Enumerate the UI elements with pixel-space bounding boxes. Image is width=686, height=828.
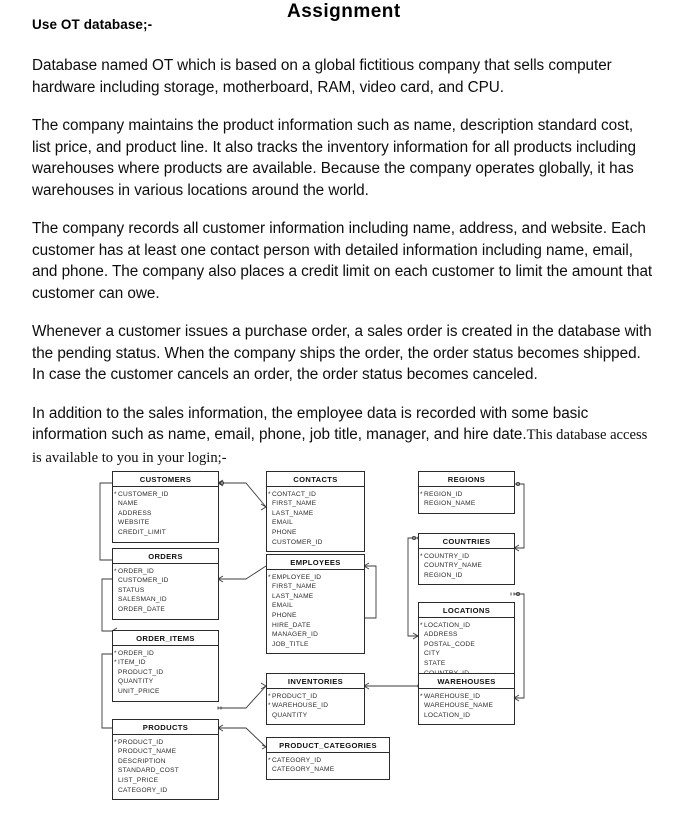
erd-column: LAST_NAME xyxy=(272,509,314,517)
erd-table-title: CUSTOMERS xyxy=(113,472,218,487)
erd-table-product-categories[interactable] xyxy=(266,737,390,780)
erd-column: *ORDER_ID xyxy=(113,567,218,577)
erd-table-locations[interactable] xyxy=(418,602,515,683)
erd-column-list xyxy=(419,689,514,725)
erd-column: *CATEGORY_ID xyxy=(267,756,389,766)
paragraph-2: The company maintains the product information such as name, description standard cost, list price, and product line. It also tracks the inventory information for all products including warehouses where products are available. Because the company operates globally, it has warehouses in various locations around the world. xyxy=(32,117,636,199)
erd-table-title: CONTACTS xyxy=(267,472,364,487)
erd-column: STATUS xyxy=(118,586,145,594)
erd-column: JOB_TITLE xyxy=(272,640,309,648)
erd-column-list xyxy=(113,564,218,619)
paragraph-4: Whenever a customer issues a purchase order, a sales order is created in the database with the pending status. When the company ships the order, the order status becomes shipped. In case the customer cancels an order, the order status becomes canceled. xyxy=(32,323,652,383)
erd-column: CATEGORY_NAME xyxy=(272,766,335,774)
erd-table-title: ORDERS xyxy=(113,549,218,564)
erd-column: MANAGER_ID xyxy=(272,631,319,639)
erd-column: HIRE_DATE xyxy=(272,621,311,629)
erd-column: *PRODUCT_ID xyxy=(113,738,218,748)
erd-column: FIRST_NAME xyxy=(272,500,317,508)
cut-off-heading: Assignment xyxy=(287,1,401,22)
erd-column-list xyxy=(419,549,514,585)
erd-column-list xyxy=(113,646,218,701)
erd-table-orders[interactable] xyxy=(112,548,219,620)
erd-column: *WAREHOUSE_ID xyxy=(419,692,514,702)
erd-table-products[interactable] xyxy=(112,719,219,800)
erd-table-contacts[interactable] xyxy=(266,471,365,552)
erd-table-title: REGIONS xyxy=(419,472,514,487)
erd-column: ADDRESS xyxy=(424,631,458,639)
erd-table-employees[interactable] xyxy=(266,554,365,654)
erd-column-list xyxy=(113,735,218,800)
paragraph-3: The company records all customer information including name, address, and website. Each customer has at least one contact person with detailed information including name, email, and phone. The company also places a credit limit on each customer to limit the amount that customer can owe. xyxy=(32,220,653,302)
erd-column: ORDER_DATE xyxy=(118,606,166,614)
erd-table-title: INVENTORIES xyxy=(267,674,364,689)
erd-column-list xyxy=(267,570,364,654)
erd-table-title: WAREHOUSES xyxy=(419,674,514,689)
erd-column: COUNTRY_NAME xyxy=(424,562,483,570)
erd-column: WEBSITE xyxy=(118,519,150,527)
er-diagram xyxy=(96,466,556,811)
erd-column: PRODUCT_NAME xyxy=(118,748,177,756)
erd-column: CUSTOMER_ID xyxy=(272,538,323,546)
document-text-body xyxy=(32,0,654,469)
erd-table-order-items[interactable] xyxy=(112,630,219,702)
erd-column-list xyxy=(267,487,364,552)
erd-column: ADDRESS xyxy=(118,509,152,517)
erd-column-list xyxy=(113,487,218,542)
erd-column: EMAIL xyxy=(272,519,294,527)
erd-table-customers[interactable] xyxy=(112,471,219,543)
erd-column: LOCATION_ID xyxy=(424,711,471,719)
erd-column-list xyxy=(267,753,389,779)
erd-column: PRODUCT_ID xyxy=(118,668,164,676)
erd-column: LAST_NAME xyxy=(272,592,314,600)
erd-column: UNIT_PRICE xyxy=(118,688,160,696)
erd-column: *ORDER_ID xyxy=(113,649,218,659)
erd-column: *LOCATION_ID xyxy=(419,621,514,631)
erd-column: CITY xyxy=(424,650,441,658)
erd-table-title: PRODUCT_CATEGORIES xyxy=(267,738,389,753)
erd-table-title: PRODUCTS xyxy=(113,720,218,735)
paragraph-5 xyxy=(32,403,654,470)
erd-column: PHONE xyxy=(272,612,297,620)
paragraph-5-main: In addition to the sales information, the employee data is recorded with some basic information such as name, email, phone, job title, manager, and hire date. xyxy=(32,404,589,443)
erd-column: *COUNTRY_ID xyxy=(419,552,514,562)
erd-column: *WAREHOUSE_ID xyxy=(267,701,364,711)
erd-column-list xyxy=(267,689,364,725)
erd-column: CUSTOMER_ID xyxy=(118,577,169,585)
erd-column: STANDARD_COST xyxy=(118,767,180,775)
erd-table-title: EMPLOYEES xyxy=(267,555,364,570)
erd-column: REGION_ID xyxy=(424,571,463,579)
erd-column: *PRODUCT_ID xyxy=(267,692,364,702)
erd-column: FIRST_NAME xyxy=(272,583,317,591)
erd-column: CATEGORY_ID xyxy=(118,786,168,794)
paragraph-5-tail: This database access is available to you in your login;- xyxy=(32,427,648,466)
erd-column: QUANTITY xyxy=(118,678,154,686)
erd-column: CREDIT_LIMIT xyxy=(118,529,167,537)
erd-column: *ITEM_ID xyxy=(113,658,218,668)
erd-column: LIST_PRICE xyxy=(118,777,159,785)
erd-column: STATE xyxy=(424,660,446,668)
erd-column: SALESMAN_ID xyxy=(118,596,167,604)
erd-column: POSTAL_CODE xyxy=(424,640,475,648)
erd-column-list xyxy=(419,487,514,513)
erd-table-title: LOCATIONS xyxy=(419,603,514,618)
erd-table-countries[interactable] xyxy=(418,533,515,585)
erd-column: QUANTITY xyxy=(272,711,308,719)
erd-column: NAME xyxy=(118,500,139,508)
erd-column: EMAIL xyxy=(272,602,294,610)
erd-column: WAREHOUSE_NAME xyxy=(424,702,494,710)
erd-table-title: COUNTRIES xyxy=(419,534,514,549)
erd-column: *CONTACT_ID xyxy=(267,490,364,500)
paragraph-1: Database named OT which is based on a global fictitious company that sells computer hardware including storage, motherboard, RAM, video card, and CPU. xyxy=(32,57,612,96)
use-ot-database-line: Use OT database;- xyxy=(32,17,153,32)
erd-column: *REGION_ID xyxy=(419,490,514,500)
erd-table-regions[interactable] xyxy=(418,471,515,514)
erd-column: *CUSTOMER_ID xyxy=(113,490,218,500)
erd-column: DESCRIPTION xyxy=(118,757,166,765)
erd-column: REGION_NAME xyxy=(424,500,476,508)
erd-column: PHONE xyxy=(272,529,297,537)
erd-table-inventories[interactable] xyxy=(266,673,365,725)
erd-table-warehouses[interactable] xyxy=(418,673,515,725)
erd-column: *EMPLOYEE_ID xyxy=(267,573,364,583)
erd-table-title: ORDER_ITEMS xyxy=(113,631,218,646)
